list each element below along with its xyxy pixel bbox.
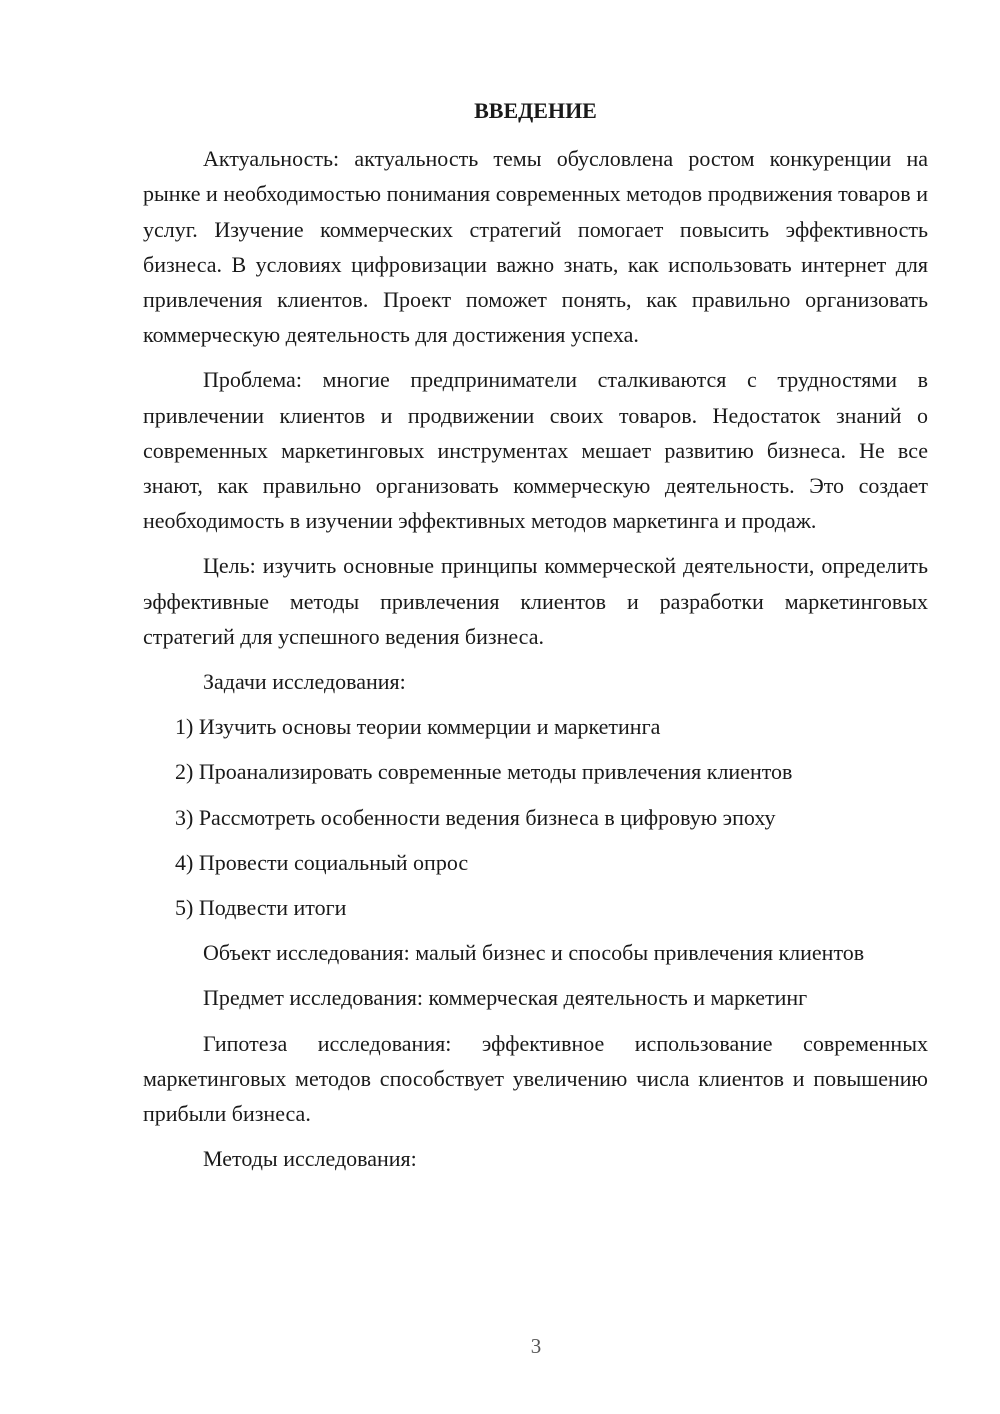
paragraph-hypothesis: Гипотеза исследования: эффективное использование современных маркетинговых методов способствует увеличению числа клиентов и повышению прибыли бизнеса. xyxy=(143,1030,928,1127)
page-number-container xyxy=(0,1334,1000,1359)
page-title: ВВЕДЕНИЕ xyxy=(474,98,597,123)
tasks-list xyxy=(143,709,928,925)
paragraph-relevance: Актуальность: актуальность темы обусловлена ростом конкуренции на рынке и необходимостью понимания современных методов продвижения товаров и услуг. Изучение коммерческих стратегий помогает повысить эффективность бизнеса. В условиях цифровизации важно знать, как использовать интернет для привлечения клиентов. Проект поможет понять, как правильно организовать коммерческую деятельность для достижения успеха. xyxy=(143,146,928,348)
methods-heading: Методы исследования: xyxy=(203,1146,417,1172)
paragraph-goal: Цель: изучить основные принципы коммерческой деятельности, определить эффективные методы привлечения клиентов и разработки маркетинговых стратегий для успешного ведения бизнеса. xyxy=(143,553,928,649)
list-item: 3) Рассмотреть особенности ведения бизнеса в цифровую эпоху xyxy=(175,804,776,830)
paragraph-object: Объект исследования: малый бизнес и способы привлечения клиентов xyxy=(203,940,865,966)
page-content xyxy=(143,93,928,1186)
tasks-heading: Задачи исследования: xyxy=(203,669,406,695)
paragraph-problem: Проблема: многие предприниматели сталкиваются с трудностями в привлечении клиентов и продвижении своих товаров. Недостаток знаний о современных маркетинговых инструментах мешает развитию бизнеса. Не все знают, как правильно организовать коммерческую деятельность. Это создает необходимость в изучении эффективных методов маркетинга и продаж. xyxy=(143,367,928,534)
page-number: 3 xyxy=(530,1334,542,1358)
list-item: 2) Проанализировать современные методы привлечения клиентов xyxy=(175,759,793,785)
paragraph-subject: Предмет исследования: коммерческая деятельность и маркетинг xyxy=(203,985,808,1011)
list-item: 5) Подвести итоги xyxy=(175,895,347,921)
list-item: 1) Изучить основы теории коммерции и маркетинга xyxy=(175,714,661,740)
list-item: 4) Провести социальный опрос xyxy=(175,849,469,875)
